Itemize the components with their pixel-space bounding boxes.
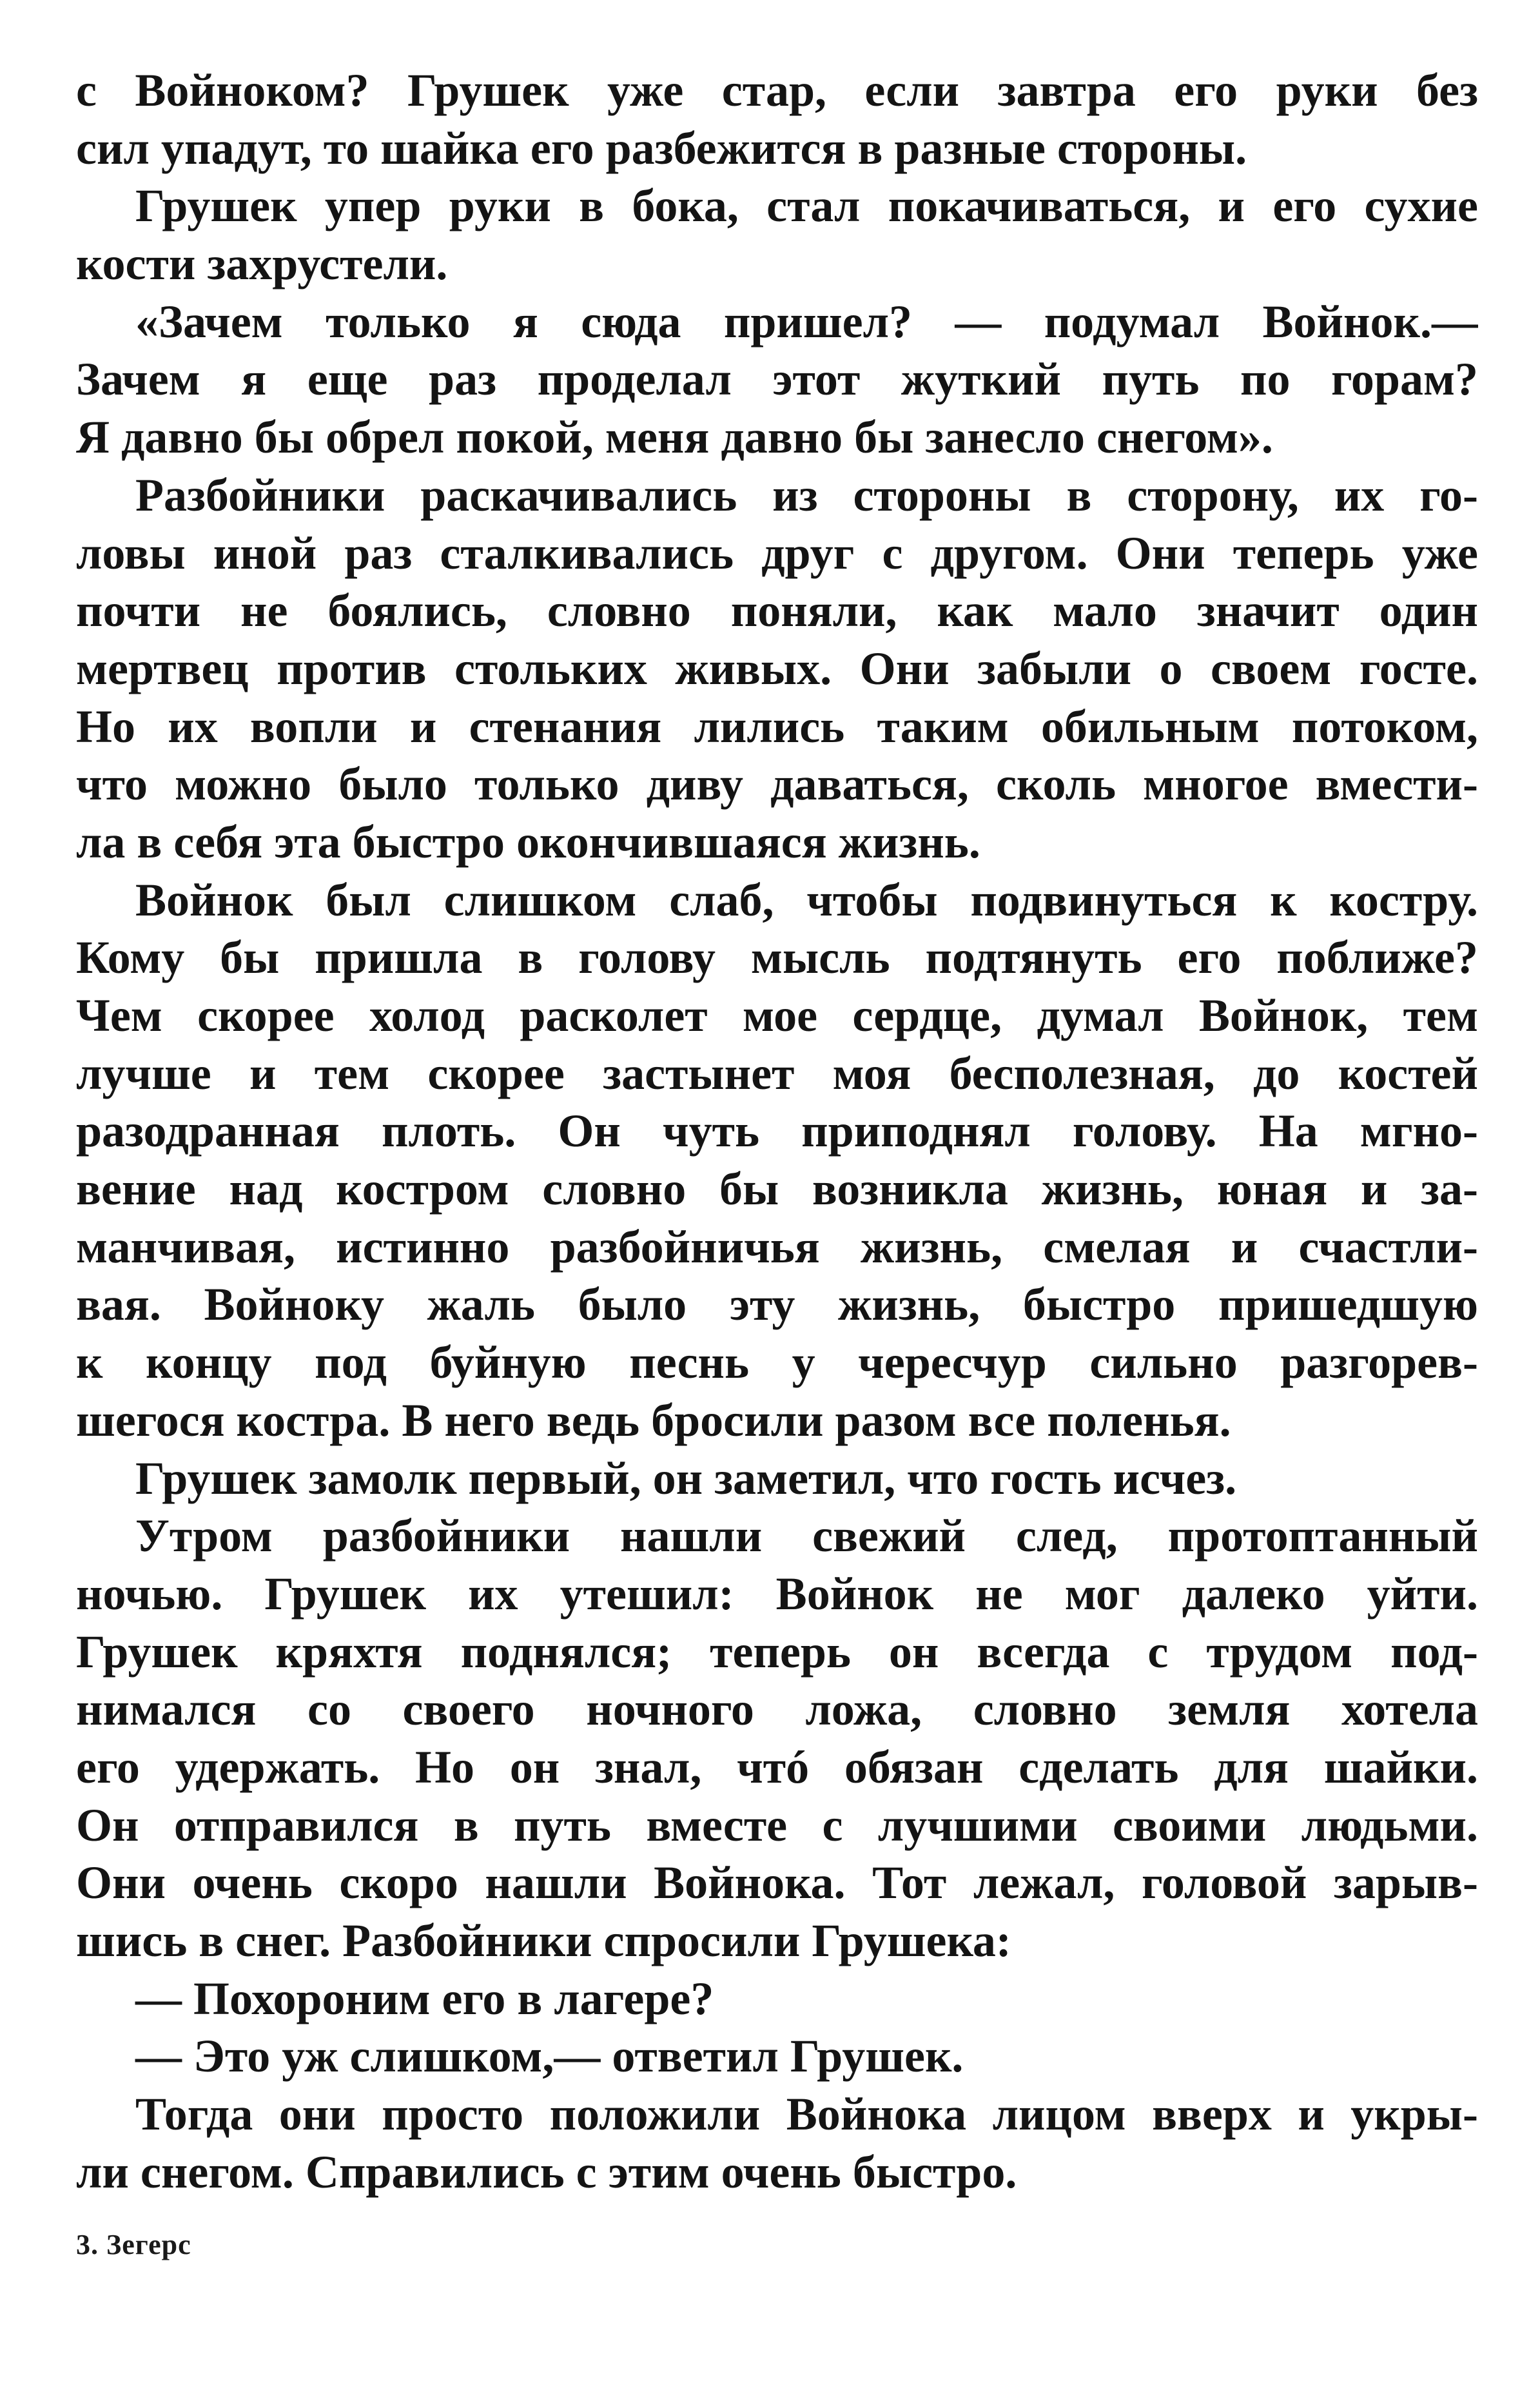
text-line: с Войноком? Грушек уже стар, если завтра его руки без [76,64,1478,116]
text-line: кости захрустели. [76,238,448,290]
text-line: Они очень скоро нашли Войнока. Тот лежал, головой зарыв- [76,1857,1478,1909]
text-line: нимался со своего ночного ложа, словно земля хотела [76,1683,1478,1736]
text-line: ли снегом. Справились с этим очень быстро. [76,2146,1017,2198]
text-line: Чем скорее холод расколет мое сердце, думал Войнок, тем [76,990,1478,1041]
text-line: Грушек замолк первый, он заметил, что гость исчез. [135,1452,1237,1504]
text-line: Я давно бы обрел покой, меня давно бы занесло снегом». [76,411,1273,464]
dialog-line: — Это уж слишком,— ответил Грушек. [135,2030,964,2082]
text-line: почти не боялись, словно поняли, как мало значит один [76,585,1478,637]
text-line: его удержать. Но он знал, чтó обязан сделать для шайки. [76,1741,1478,1793]
dialog-line: — Похороним его в лагере? [135,1972,714,2024]
text-line: сил упадут, то шайка его разбежится в разные стороны. [76,122,1247,174]
text-line: вение над костром словно бы возникла жизнь, юная и за- [76,1163,1478,1215]
page-text [76,62,1478,2201]
text-line: ночью. Грушек их утешил: Войнок не мог далеко уйти. [76,1567,1478,1620]
page-footer-signature: 3. Зегерс [76,2229,191,2260]
text-line: к концу под буйную песнь у чересчур сильно разгорев- [76,1337,1478,1389]
text-line: лучше и тем скорее застынет моя бесполезная, до костей [76,1047,1478,1099]
text-line: вая. Войноку жаль было эту жизнь, быстро пришедшую [76,1278,1478,1331]
text-line: шись в снег. Разбойники спросили Грушека: [76,1915,1011,1966]
text-line: ла в себя эта быстро окончившаяся жизнь. [76,816,980,868]
text-line: Разбойники раскачивались из стороны в сторону, их го- [135,469,1478,521]
text-line: Грушек кряхтя поднялся; теперь он всегда с трудом под- [76,1625,1478,1678]
text-line: Кому бы пришла в голову мысль подтянуть его поближе? [76,932,1478,984]
text-line: Он отправился в путь вместе с лучшими своими людьми. [76,1799,1478,1851]
text-line: разодранная плоть. Он чуть приподнял голову. На мгно- [76,1105,1478,1157]
text-line: что можно было только диву даваться, сколь многое вмести- [76,758,1478,810]
text-line: шегося костра. В него ведь бросили разом все поленья. [76,1394,1231,1446]
text-line: Тогда они просто положили Войнока лицом вверх и укры- [135,2088,1478,2140]
text-line: Утром разбойники нашли свежий след, протоптанный [135,1510,1478,1562]
text-line: Войнок был слишком слаб, чтобы подвинуться к костру. [135,874,1478,926]
text-line: «Зачем только я сюда пришел? — подумал Войнок.— [135,295,1478,348]
text-line: мертвец против стольких живых. Они забыли о своем госте. [76,642,1478,694]
text-line: Зачем я еще раз проделал этот жуткий путь по горам? [76,353,1478,406]
text-line: Грушек упер руки в бока, стал покачиваться, и его сухие [135,180,1478,232]
text-line: Но их вопли и стенания лились таким обильным потоком, [76,700,1478,752]
text-line: ловы иной раз сталкивались друг с другом. Они теперь уже [76,527,1478,579]
text-line: манчивая, истинно разбойничья жизнь, смелая и счастли- [76,1220,1478,1273]
